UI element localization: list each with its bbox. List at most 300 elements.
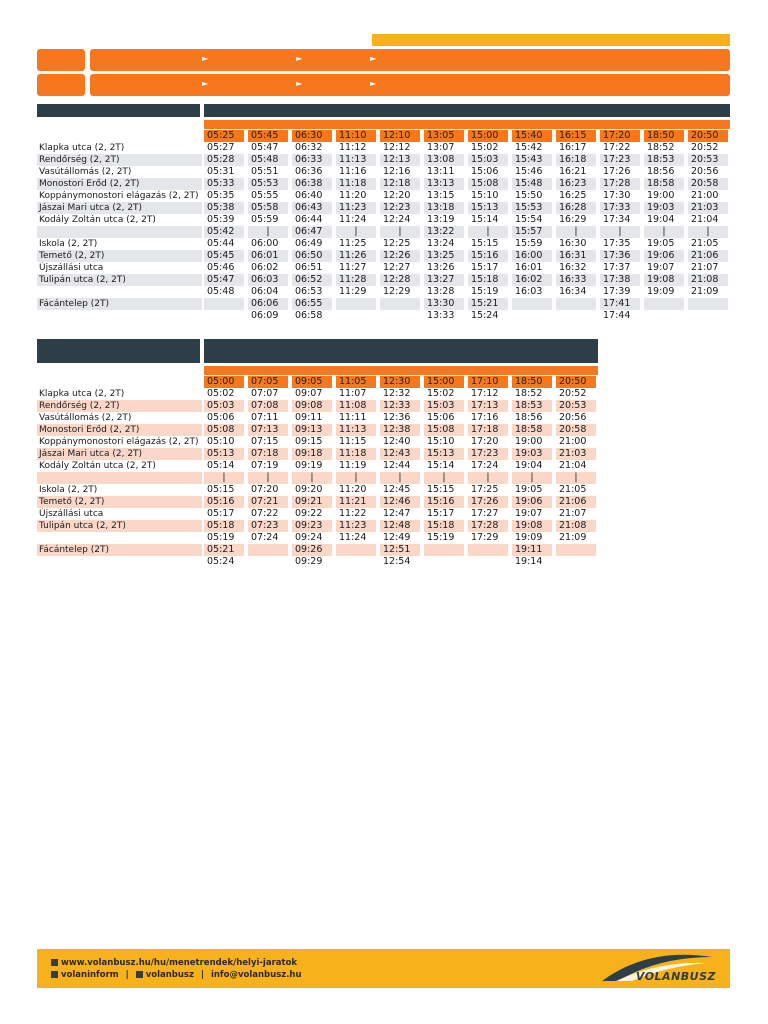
time-cell: 15:02	[427, 388, 455, 399]
route-number-box-2	[37, 74, 85, 96]
time-cell: 06:01	[248, 250, 288, 262]
time-cell: |	[556, 226, 596, 238]
departure-time: 11:10	[336, 130, 376, 142]
time-cell	[468, 556, 508, 568]
social-link[interactable]: volanbusz	[145, 970, 194, 980]
time-cell: 13:28	[427, 286, 455, 297]
time-cell: 19:04	[515, 460, 543, 471]
stop-name: Vasútállomás (2, 2T)	[39, 167, 132, 177]
departure-time: 07:05	[248, 376, 288, 388]
time-cell: 17:26	[603, 166, 631, 177]
time-cell: 12:44	[383, 460, 411, 471]
time-cell: 15:17	[471, 262, 499, 273]
departure-time: 15:00	[424, 376, 464, 388]
time-cell: 16:21	[559, 166, 587, 177]
time-cell: |	[336, 472, 376, 484]
time-cell: 13:15	[427, 190, 455, 201]
time-cell: 15:13	[468, 202, 508, 214]
time-cell: 15:10	[471, 190, 499, 201]
time-cell: 11:28	[336, 274, 376, 286]
time-cell: 06:50	[292, 250, 332, 262]
time-cell: 07:20	[251, 484, 279, 495]
time-cell: 11:23	[336, 520, 376, 532]
time-cell: 12:23	[380, 202, 420, 214]
time-cell: 15:19	[471, 286, 499, 297]
time-cell: 05:24	[207, 556, 235, 567]
time-cell: 20:52	[559, 388, 587, 399]
time-cell: 15:16	[424, 496, 464, 508]
footer-contact-line	[51, 970, 302, 980]
time-cell: 06:09	[251, 310, 279, 321]
time-cell: 21:07	[691, 262, 719, 273]
route-title-bar-2	[90, 74, 730, 96]
time-cell	[336, 556, 376, 568]
stop-name: Fácántelep (2T)	[37, 298, 202, 310]
time-cell: 15:08	[424, 424, 464, 436]
time-cell: 17:28	[468, 520, 508, 532]
stop-name: Tulipán utca (2, 2T)	[37, 274, 202, 286]
time-cell: 18:52	[515, 388, 543, 399]
time-cell: 15:21	[468, 298, 508, 310]
time-cell: 11:18	[336, 448, 376, 460]
table1-header-times	[204, 104, 730, 117]
time-cell: 06:40	[295, 190, 323, 201]
time-cell: 12:38	[380, 424, 420, 436]
time-cell: 21:09	[559, 532, 587, 543]
time-cell: 11:24	[339, 532, 367, 543]
time-cell: 12:45	[383, 484, 411, 495]
time-cell: 15:54	[515, 214, 543, 225]
time-cell: 06:55	[292, 298, 332, 310]
time-cell: 17:38	[600, 274, 640, 286]
time-cell: 11:19	[339, 460, 367, 471]
stop-name: Kodály Zoltán utca (2, 2T)	[39, 215, 156, 225]
time-cell: 11:29	[339, 286, 367, 297]
time-cell: 15:42	[515, 142, 543, 153]
time-cell	[424, 544, 464, 556]
departure-time: 09:05	[292, 376, 332, 388]
time-cell: 12:27	[383, 262, 411, 273]
arrow-right-icon: ►	[202, 79, 209, 88]
time-cell: 16:23	[556, 178, 596, 190]
stop-name: Jászai Mari utca (2, 2T)	[37, 202, 202, 214]
time-cell: 19:09	[647, 286, 675, 297]
departure-time: 12:10	[380, 130, 420, 142]
time-cell: 21:06	[688, 250, 728, 262]
departure-time: 20:50	[556, 376, 596, 388]
stop-name: Jászai Mari utca (2, 2T)	[37, 448, 202, 460]
route-title-bar-1	[90, 49, 730, 71]
stop-name	[37, 310, 202, 322]
time-cell: 17:28	[600, 178, 640, 190]
stop-name: Rendőrség (2, 2T)	[37, 400, 202, 412]
time-cell: 05:27	[207, 142, 235, 153]
time-cell: 12:48	[380, 520, 420, 532]
time-cell: 11:13	[336, 424, 376, 436]
time-cell: 16:17	[559, 142, 587, 153]
time-cell: 16:31	[556, 250, 596, 262]
website-link[interactable]: www.volanbusz.hu/hu/menetrendek/helyi-jaratok	[61, 958, 298, 968]
separator: |	[200, 970, 204, 980]
time-cell: 16:03	[515, 286, 543, 297]
time-cell: 11:11	[339, 412, 367, 423]
table2-orange-strip	[204, 366, 598, 375]
time-cell: 18:56	[647, 166, 675, 177]
time-cell: 16:32	[559, 262, 587, 273]
time-cell: 16:30	[559, 238, 587, 249]
time-cell: 07:07	[251, 388, 279, 399]
time-cell: 06:36	[295, 166, 323, 177]
time-cell: 19:06	[512, 496, 552, 508]
time-cell	[204, 310, 244, 322]
time-cell	[556, 544, 596, 556]
departure-time: 17:20	[600, 130, 640, 142]
time-cell	[380, 310, 420, 322]
stop-name: Iskola (2, 2T)	[39, 485, 98, 495]
time-cell: 12:51	[380, 544, 420, 556]
footer	[37, 949, 730, 988]
time-cell: 12:12	[383, 142, 411, 153]
time-cell: 21:00	[691, 190, 719, 201]
time-cell: 11:23	[336, 202, 376, 214]
time-cell: 17:35	[603, 238, 631, 249]
time-cell: 07:15	[251, 436, 279, 447]
time-cell: 15:53	[512, 202, 552, 214]
time-cell: 12:33	[380, 400, 420, 412]
time-cell: 05:03	[204, 400, 244, 412]
departure-time: 12:30	[380, 376, 420, 388]
time-cell: 06:02	[251, 262, 279, 273]
time-cell: 11:22	[339, 508, 367, 519]
time-cell: 19:03	[512, 448, 552, 460]
time-cell	[336, 310, 376, 322]
time-cell: 12:18	[380, 178, 420, 190]
time-cell: 12:40	[383, 436, 411, 447]
time-cell: 17:24	[471, 460, 499, 471]
time-cell: 15:19	[427, 532, 455, 543]
departure-time: 18:50	[644, 130, 684, 142]
time-cell: 11:08	[336, 400, 376, 412]
time-cell: 13:24	[427, 238, 455, 249]
time-cell: 21:09	[691, 286, 719, 297]
time-cell: 07:13	[248, 424, 288, 436]
time-cell: 06:44	[295, 214, 323, 225]
time-cell: 07:11	[251, 412, 279, 423]
time-cell: 15:18	[468, 274, 508, 286]
time-cell	[644, 298, 684, 310]
stop-name: Temető (2, 2T)	[37, 250, 202, 262]
time-cell: 20:53	[688, 154, 728, 166]
time-cell: 06:32	[295, 142, 323, 153]
time-cell: 13:07	[427, 142, 455, 153]
time-cell: 06:06	[248, 298, 288, 310]
time-cell	[556, 298, 596, 310]
departure-time: 20:50	[688, 130, 728, 142]
time-cell: 19:08	[644, 274, 684, 286]
time-cell: 16:00	[512, 250, 552, 262]
time-cell: |	[248, 226, 288, 238]
time-cell: 12:28	[380, 274, 420, 286]
time-cell: 05:46	[207, 262, 235, 273]
time-cell: 09:19	[295, 460, 323, 471]
time-cell	[512, 310, 552, 322]
time-cell: 15:15	[471, 238, 499, 249]
time-cell: 16:02	[512, 274, 552, 286]
facebook-icon	[51, 971, 58, 978]
time-cell: 21:05	[691, 238, 719, 249]
time-cell: |	[204, 472, 244, 484]
time-cell: 18:58	[644, 178, 684, 190]
time-cell	[468, 544, 508, 556]
time-cell: 06:43	[292, 202, 332, 214]
time-cell: 12:46	[380, 496, 420, 508]
time-cell: 12:49	[383, 532, 411, 543]
web-icon	[51, 959, 58, 966]
time-cell: 19:03	[644, 202, 684, 214]
time-cell: 12:32	[383, 388, 411, 399]
time-cell	[380, 298, 420, 310]
departure-time: 16:15	[556, 130, 596, 142]
time-cell: 15:16	[468, 250, 508, 262]
time-cell: 05:18	[204, 520, 244, 532]
time-cell: 15:15	[427, 484, 455, 495]
time-cell: 07:24	[251, 532, 279, 543]
time-cell: 21:06	[556, 496, 596, 508]
time-cell: 17:18	[468, 424, 508, 436]
time-cell: 18:56	[515, 412, 543, 423]
time-cell: 13:27	[424, 274, 464, 286]
stop-name	[37, 556, 202, 568]
time-cell: 07:19	[251, 460, 279, 471]
time-cell: 13:19	[427, 214, 455, 225]
time-cell: 17:25	[471, 484, 499, 495]
time-cell: 15:48	[512, 178, 552, 190]
time-cell: 11:25	[339, 238, 367, 249]
time-cell: 13:11	[427, 166, 455, 177]
time-cell: 05:44	[207, 238, 235, 249]
time-cell: |	[468, 472, 508, 484]
stop-name: Iskola (2, 2T)	[39, 239, 98, 249]
time-cell: 15:10	[427, 436, 455, 447]
departure-time: 05:00	[204, 376, 244, 388]
stop-name: Fácántelep (2T)	[37, 544, 202, 556]
stop-name	[37, 532, 202, 544]
time-cell: 19:00	[647, 190, 675, 201]
time-cell	[556, 556, 596, 568]
time-cell: 20:53	[556, 400, 596, 412]
time-cell: 05:19	[207, 532, 235, 543]
time-cell: 12:13	[380, 154, 420, 166]
time-cell: 16:28	[556, 202, 596, 214]
time-cell: 17:27	[471, 508, 499, 519]
time-cell: |	[292, 472, 332, 484]
time-cell: 21:08	[688, 274, 728, 286]
table2-header-stops	[37, 339, 200, 363]
departure-time: 15:00	[468, 130, 508, 142]
time-cell: 05:53	[248, 178, 288, 190]
time-cell: 15:14	[471, 214, 499, 225]
time-cell: 05:02	[207, 388, 235, 399]
time-cell: 06:33	[292, 154, 332, 166]
time-cell: 17:34	[603, 214, 631, 225]
time-cell: 09:11	[295, 412, 323, 423]
time-cell: 12:43	[380, 448, 420, 460]
time-cell: |	[556, 472, 596, 484]
time-cell: 17:29	[471, 532, 499, 543]
time-cell: 20:52	[691, 142, 719, 153]
time-cell: 19:07	[647, 262, 675, 273]
time-cell: 13:18	[424, 202, 464, 214]
departure-time: 17:10	[468, 376, 508, 388]
time-cell	[336, 298, 376, 310]
time-cell: 06:53	[295, 286, 323, 297]
stop-name: Újszállási utca	[39, 263, 104, 273]
time-cell: 09:21	[292, 496, 332, 508]
table2-header-times	[204, 339, 598, 363]
time-cell: 21:04	[559, 460, 587, 471]
time-cell: 19:06	[644, 250, 684, 262]
time-cell: 15:46	[515, 166, 543, 177]
time-cell: 11:16	[339, 166, 367, 177]
time-cell: 15:14	[427, 460, 455, 471]
time-cell	[424, 556, 464, 568]
time-cell: 06:47	[292, 226, 332, 238]
table1-header-stops	[37, 104, 200, 117]
time-cell: 19:05	[515, 484, 543, 495]
time-cell: 12:29	[383, 286, 411, 297]
logo-text: VOLANBUSZ	[635, 970, 716, 983]
time-cell: 15:59	[515, 238, 543, 249]
time-cell: 05:13	[204, 448, 244, 460]
email-link[interactable]: info@volanbusz.hu	[210, 970, 302, 980]
time-cell: 21:05	[559, 484, 587, 495]
time-cell: 13:33	[427, 310, 455, 321]
arrow-right-icon: ►	[370, 79, 377, 88]
time-cell	[644, 310, 684, 322]
time-cell: 12:24	[383, 214, 411, 225]
time-cell: 05:55	[251, 190, 279, 201]
time-cell: 15:08	[468, 178, 508, 190]
arrow-right-icon: ►	[296, 54, 303, 63]
time-cell: 12:16	[383, 166, 411, 177]
time-cell: 19:05	[647, 238, 675, 249]
time-cell: 12:20	[383, 190, 411, 201]
time-cell: 07:18	[248, 448, 288, 460]
time-cell: 20:58	[688, 178, 728, 190]
arrow-right-icon: ►	[202, 54, 209, 63]
route-number-box-1	[37, 49, 85, 71]
time-cell: 12:25	[383, 238, 411, 249]
time-cell: 11:20	[339, 484, 367, 495]
time-cell: 17:23	[600, 154, 640, 166]
time-cell: 19:14	[515, 556, 543, 567]
time-cell	[248, 556, 288, 568]
facebook-link[interactable]: volaninform	[61, 970, 119, 980]
time-cell	[204, 298, 244, 310]
time-cell: 07:08	[248, 400, 288, 412]
time-cell: |	[688, 226, 728, 238]
time-cell: 15:50	[515, 190, 543, 201]
stop-name: Tulipán utca (2, 2T)	[37, 520, 202, 532]
time-cell: 05:35	[207, 190, 235, 201]
departure-time: 06:30	[292, 130, 332, 142]
time-cell: 17:30	[603, 190, 631, 201]
time-cell: 19:11	[512, 544, 552, 556]
time-cell: 07:21	[248, 496, 288, 508]
time-cell: 17:26	[468, 496, 508, 508]
stop-name: Újszállási utca	[39, 509, 104, 519]
time-cell: 21:08	[556, 520, 596, 532]
time-cell: 16:25	[559, 190, 587, 201]
time-cell: 11:27	[339, 262, 367, 273]
time-cell: 05:51	[251, 166, 279, 177]
time-cell: 06:58	[295, 310, 323, 321]
time-cell: 05:38	[204, 202, 244, 214]
time-cell: 15:18	[424, 520, 464, 532]
time-cell: 06:00	[251, 238, 279, 249]
departure-time: 11:05	[336, 376, 376, 388]
time-cell: 11:20	[339, 190, 367, 201]
time-cell: 13:22	[424, 226, 464, 238]
time-cell: 05:15	[207, 484, 235, 495]
time-cell: 15:13	[424, 448, 464, 460]
time-cell: 05:10	[207, 436, 235, 447]
time-cell: 17:41	[600, 298, 640, 310]
time-cell: 15:06	[471, 166, 499, 177]
time-cell: 21:03	[556, 448, 596, 460]
time-cell: 13:26	[427, 262, 455, 273]
time-cell: 06:52	[292, 274, 332, 286]
time-cell: 15:06	[427, 412, 455, 423]
time-cell: 19:09	[515, 532, 543, 543]
time-cell: 05:48	[207, 286, 235, 297]
time-cell: 09:13	[292, 424, 332, 436]
time-cell: 15:03	[468, 154, 508, 166]
time-cell: 09:08	[292, 400, 332, 412]
time-cell: 16:01	[515, 262, 543, 273]
departure-time: 05:45	[248, 130, 288, 142]
time-cell: 20:56	[559, 412, 587, 423]
stop-name: Vasútállomás (2, 2T)	[39, 413, 132, 423]
time-cell: 17:20	[471, 436, 499, 447]
time-cell: 19:08	[512, 520, 552, 532]
stop-name: Rendőrség (2, 2T)	[37, 154, 202, 166]
time-cell: 17:33	[600, 202, 640, 214]
time-cell: 12:54	[383, 556, 411, 567]
time-cell: 15:03	[424, 400, 464, 412]
time-cell	[556, 310, 596, 322]
time-cell: 21:04	[691, 214, 719, 225]
time-cell: 05:33	[204, 178, 244, 190]
time-cell: 09:22	[295, 508, 323, 519]
time-cell: 11:26	[336, 250, 376, 262]
time-cell: |	[468, 226, 508, 238]
stop-name: Klapka utca (2, 2T)	[39, 389, 125, 399]
time-cell: 16:29	[559, 214, 587, 225]
time-cell	[248, 544, 288, 556]
time-cell: 05:06	[207, 412, 235, 423]
time-cell: |	[380, 226, 420, 238]
time-cell: 17:39	[603, 286, 631, 297]
time-cell: 19:07	[515, 508, 543, 519]
time-cell: 06:04	[251, 286, 279, 297]
stop-name	[37, 226, 202, 238]
time-cell: 09:18	[292, 448, 332, 460]
stop-name: Temető (2, 2T)	[37, 496, 202, 508]
separator: |	[125, 970, 129, 980]
time-cell: 15:02	[471, 142, 499, 153]
time-cell: 20:56	[691, 166, 719, 177]
